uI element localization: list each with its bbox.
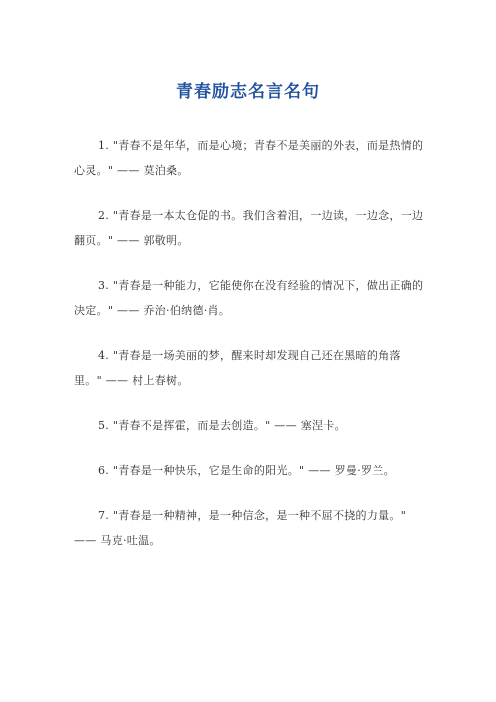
quote-item: 3. "青春是一种能力，它能使你在没有经验的情况下，做出正确的决定。" —— 乔治·伯纳德·肖。	[74, 279, 424, 317]
quote-item: 4. "青春是一场美丽的梦，醒来时却发现自己还在黑暗的角落里。" —— 村上春树。	[74, 349, 401, 387]
quote-list	[74, 133, 424, 573]
quote-item: 5. "青春不是挥霍，而是去创造。" —— 塞涅卡。	[98, 419, 346, 432]
page-title: 青春励志名言名句	[176, 82, 320, 102]
quote-item: 1. "青春不是年华，而是心境；青春不是美丽的外表，而是热情的心灵。" —— 莫泊桑。	[74, 139, 424, 177]
quote-item: 6. "青春是一种快乐，它是生命的阳光。" —— 罗曼·罗兰。	[98, 464, 395, 477]
quote-item: 2. "青春是一本太仓促的书。我们含着泪，一边读，一边念，一边翻页。" —— 郭敬明。	[74, 209, 424, 247]
quote-item: 7. "青春是一种精神，是一种信念，是一种不屈不挠的力量。" —— 马克·吐温。	[74, 509, 407, 547]
